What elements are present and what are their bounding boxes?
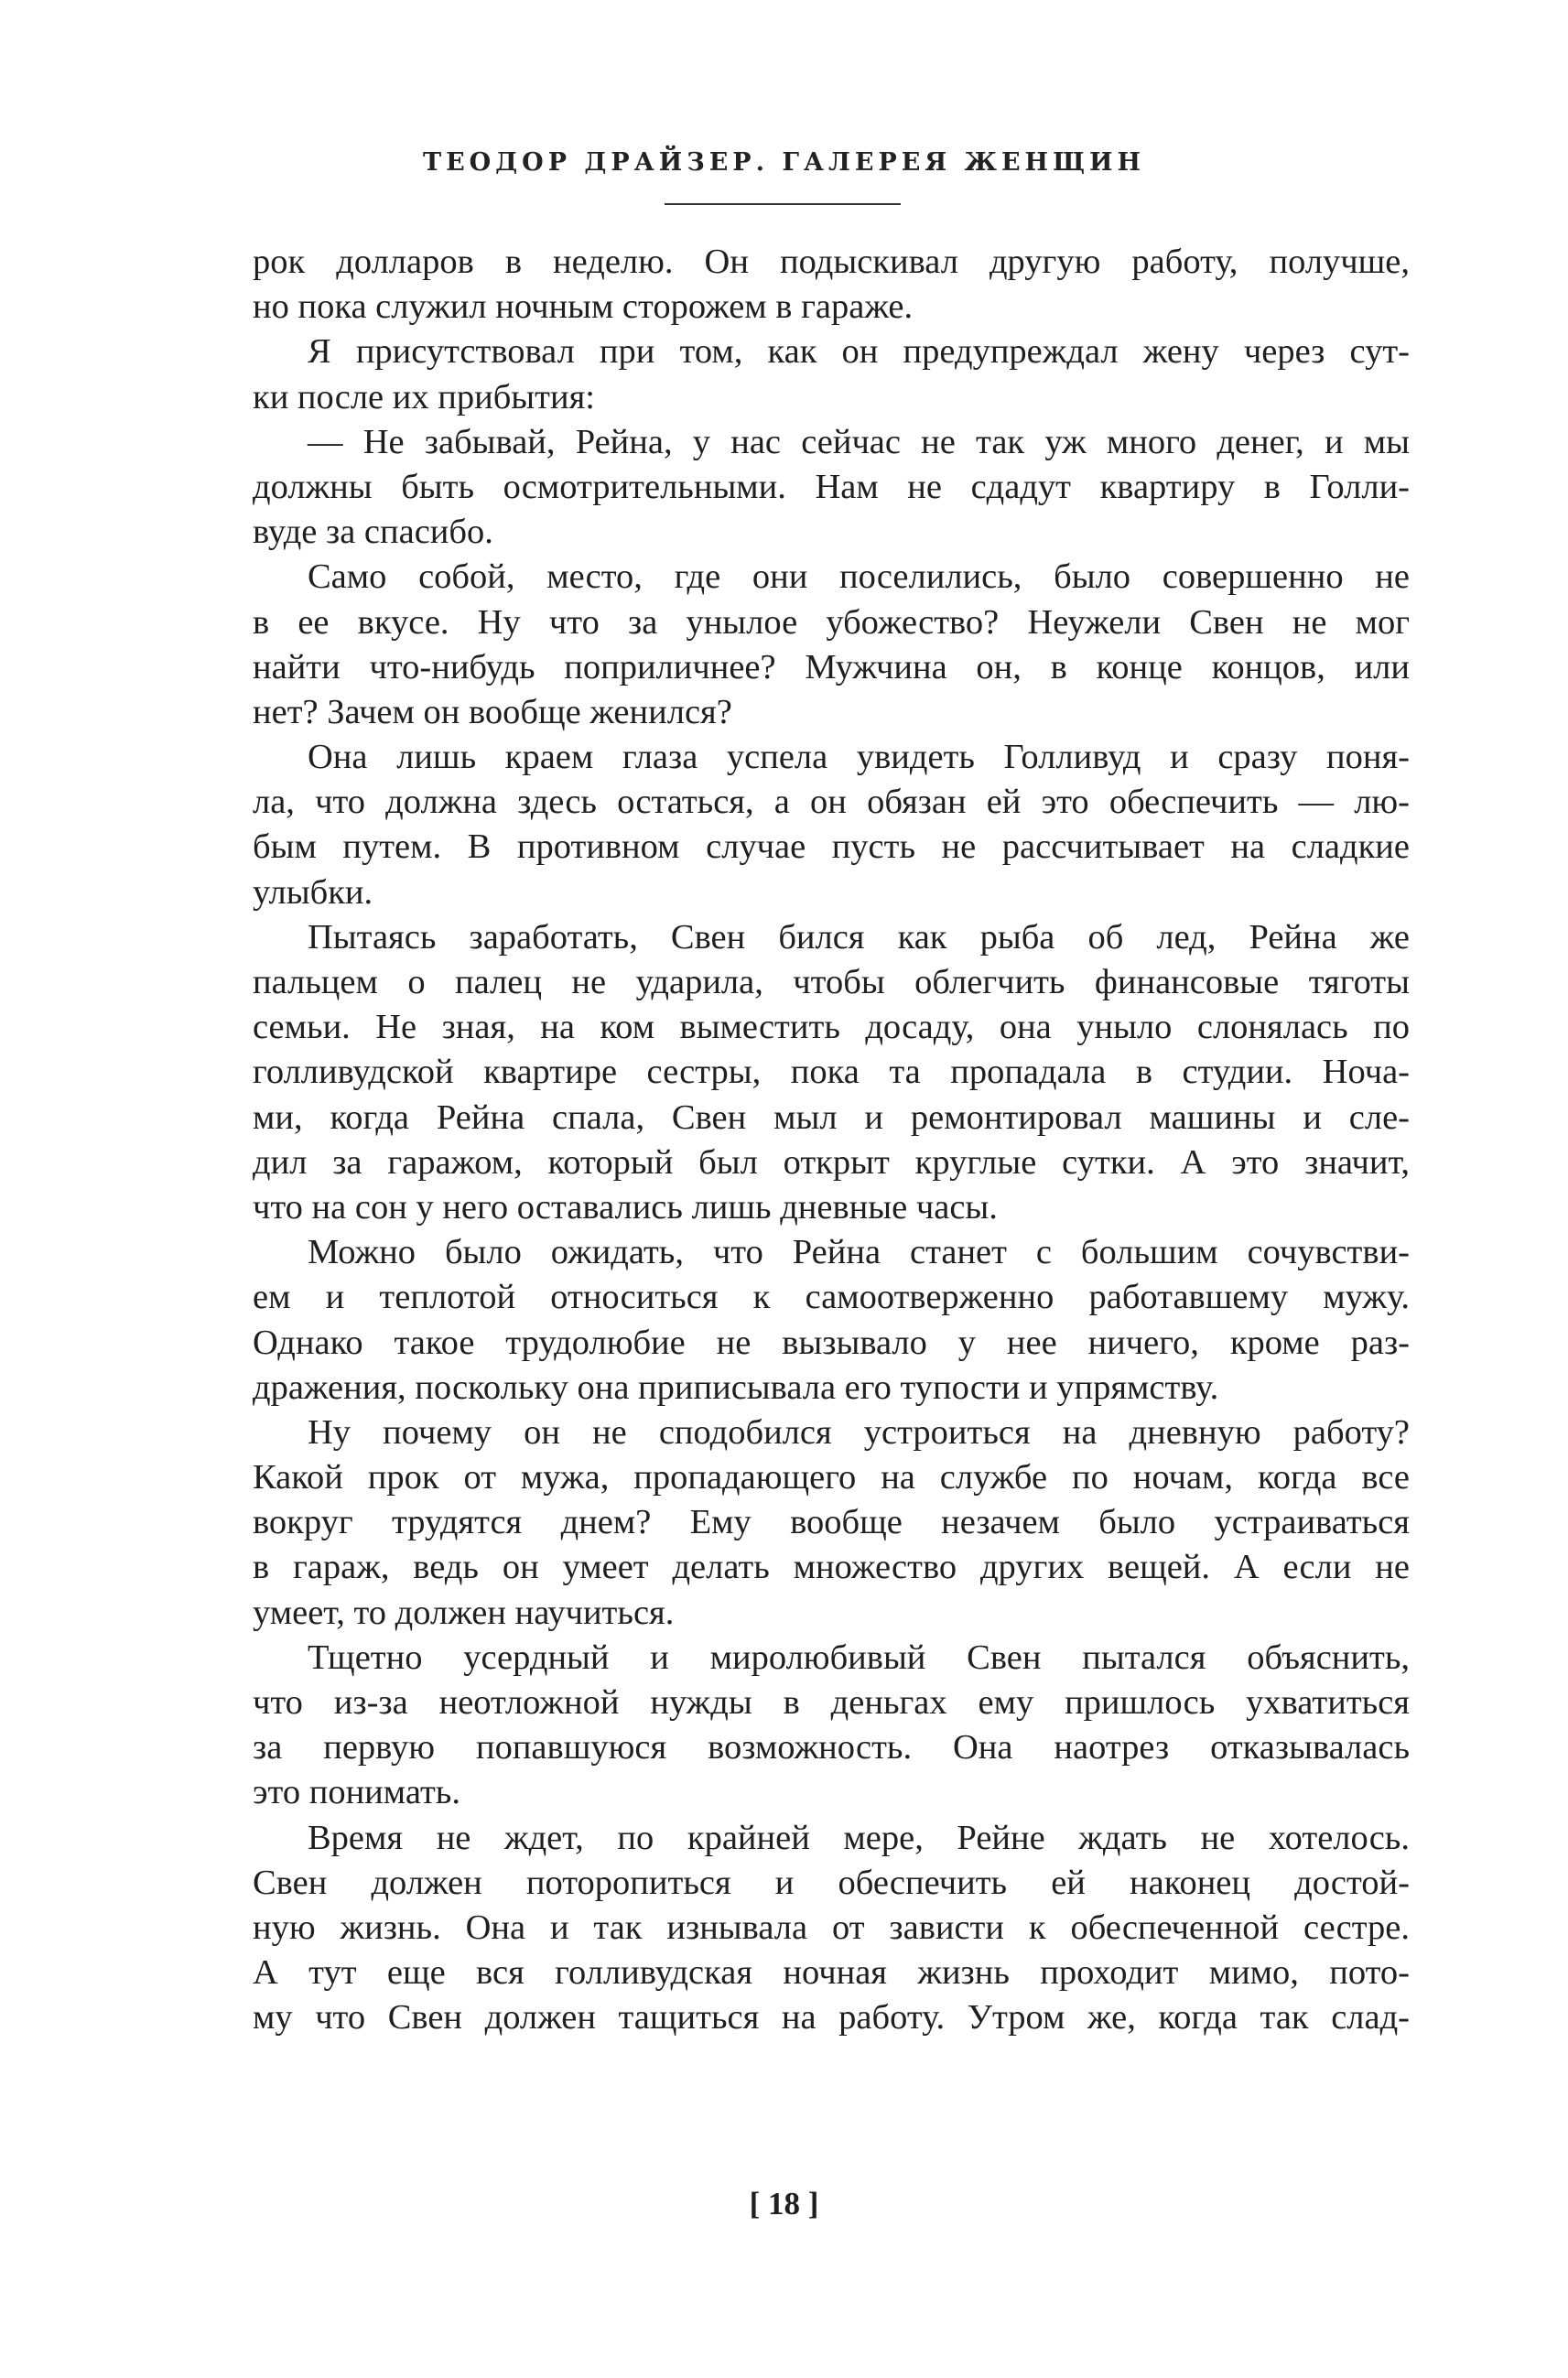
text-line: Свен должен поторопиться и обеспечить ей наконец достой-: [253, 1863, 1410, 1902]
text-line: пальцем о палец не ударила, чтобы облегчить финансовые тяготы: [253, 963, 1410, 1001]
text-line: Она лишь краем глаза успела увидеть Голливуд и сразу поня-: [308, 738, 1410, 777]
text-line: — Не забывай, Рейна, у нас сейчас не так уж много денег, и мы: [308, 422, 1410, 461]
text-line: должны быть осмотрительными. Нам не сдадут квартиру в Голли-: [253, 467, 1410, 506]
text-line: что из-за неотложной нужды в деньгах ему пришлось ухватиться: [253, 1683, 1410, 1722]
text-line: голливудской квартире сестры, пока та пропадала в студии. Ноча-: [253, 1053, 1410, 1092]
text-line: найти что-нибудь поприличнее? Мужчина он, в конце концов, или: [253, 647, 1410, 686]
text-line: улыбки.: [253, 872, 373, 912]
text-line: Время не ждет, по крайней мере, Рейне ждать не хотелось.: [308, 1818, 1410, 1857]
text-line: за первую попавшуюся возможность. Она наотрез отказывалась: [253, 1728, 1410, 1767]
text-line: ем и теплотой относиться к самоотверженно работавшему мужу.: [253, 1278, 1410, 1317]
text-line: Пытаясь заработать, Свен бился как рыба об лед, Рейна же: [308, 917, 1410, 957]
text-line: А тут еще вся голливудская ночная жизнь проходит мимо, пото-: [253, 1953, 1410, 1993]
text-line: в гараж, ведь он умеет делать множество других вещей. А если не: [253, 1548, 1410, 1587]
text-line: Какой прок от мужа, пропадающего на службе по ночам, когда все: [253, 1458, 1410, 1497]
text-line: дражения, поскольку она приписывала его тупости и упрямству.: [253, 1367, 1219, 1407]
text-line: вокруг трудятся днем? Ему вообще незачем было устраиваться: [253, 1503, 1410, 1542]
text-line: Тщетно усердный и миролюбивый Свен пытался объяснить,: [308, 1638, 1410, 1677]
text-line: что на сон у него оставались лишь дневные часы.: [253, 1187, 998, 1227]
text-line: нет? Зачем он вообще женился?: [253, 692, 732, 731]
header-rule: [665, 203, 901, 205]
text-line: рок долларов в неделю. Он подыскивал другую работу, получше,: [253, 243, 1410, 281]
text-line: в ее вкусе. Ну что за унылое убожество? Неужели Свен не мог: [253, 602, 1410, 642]
text-line: но пока служил ночным сторожем в гараже.: [253, 287, 914, 327]
text-line: Само собой, место, где они поселились, было совершенно не: [308, 557, 1410, 597]
text-line: бым путем. В противном случае пусть не рассчитывает на сладкие: [253, 827, 1410, 867]
text-line: умеет, то должен научиться.: [253, 1593, 675, 1632]
running-title: ТЕОДОР ДРАЙЗЕР. ГАЛЕРЕЯ ЖЕНЩИН: [422, 148, 1145, 177]
page-number: [ 18 ]: [749, 2186, 819, 2221]
text-line: Можно было ожидать, что Рейна станет с большим сочувстви-: [308, 1233, 1410, 1272]
body-text: [253, 240, 1410, 2041]
text-line: семьи. Не зная, на ком выместить досаду, она уныло слонялась по: [253, 1008, 1410, 1047]
text-line: ми, когда Рейна спала, Свен мыл и ремонтировал машины и сле-: [253, 1097, 1410, 1137]
text-line: Я присутствовал при том, как он предупреждал жену через сут-: [308, 332, 1410, 372]
text-line: ла, что должна здесь остаться, а он обязан ей это обеспечить — лю-: [253, 783, 1410, 822]
text-line: ки после их прибытия:: [253, 377, 595, 416]
text-line: Ну почему он не сподобился устроиться на дневную работу?: [308, 1412, 1410, 1452]
text-line: ную жизнь. Она и так изнывала от зависти к обеспеченной сестре.: [253, 1908, 1410, 1947]
text-line: Однако такое трудолюбие не вызывало у нее ничего, кроме раз-: [253, 1323, 1410, 1362]
text-line: вуде за спасибо.: [253, 513, 493, 552]
text-line: дил за гаражом, который был открыт круглые сутки. А это значит,: [253, 1142, 1410, 1182]
text-line: му что Свен должен тащиться на работу. Утром же, когда так слад-: [253, 1998, 1410, 2038]
text-line: это понимать.: [253, 1773, 460, 1812]
